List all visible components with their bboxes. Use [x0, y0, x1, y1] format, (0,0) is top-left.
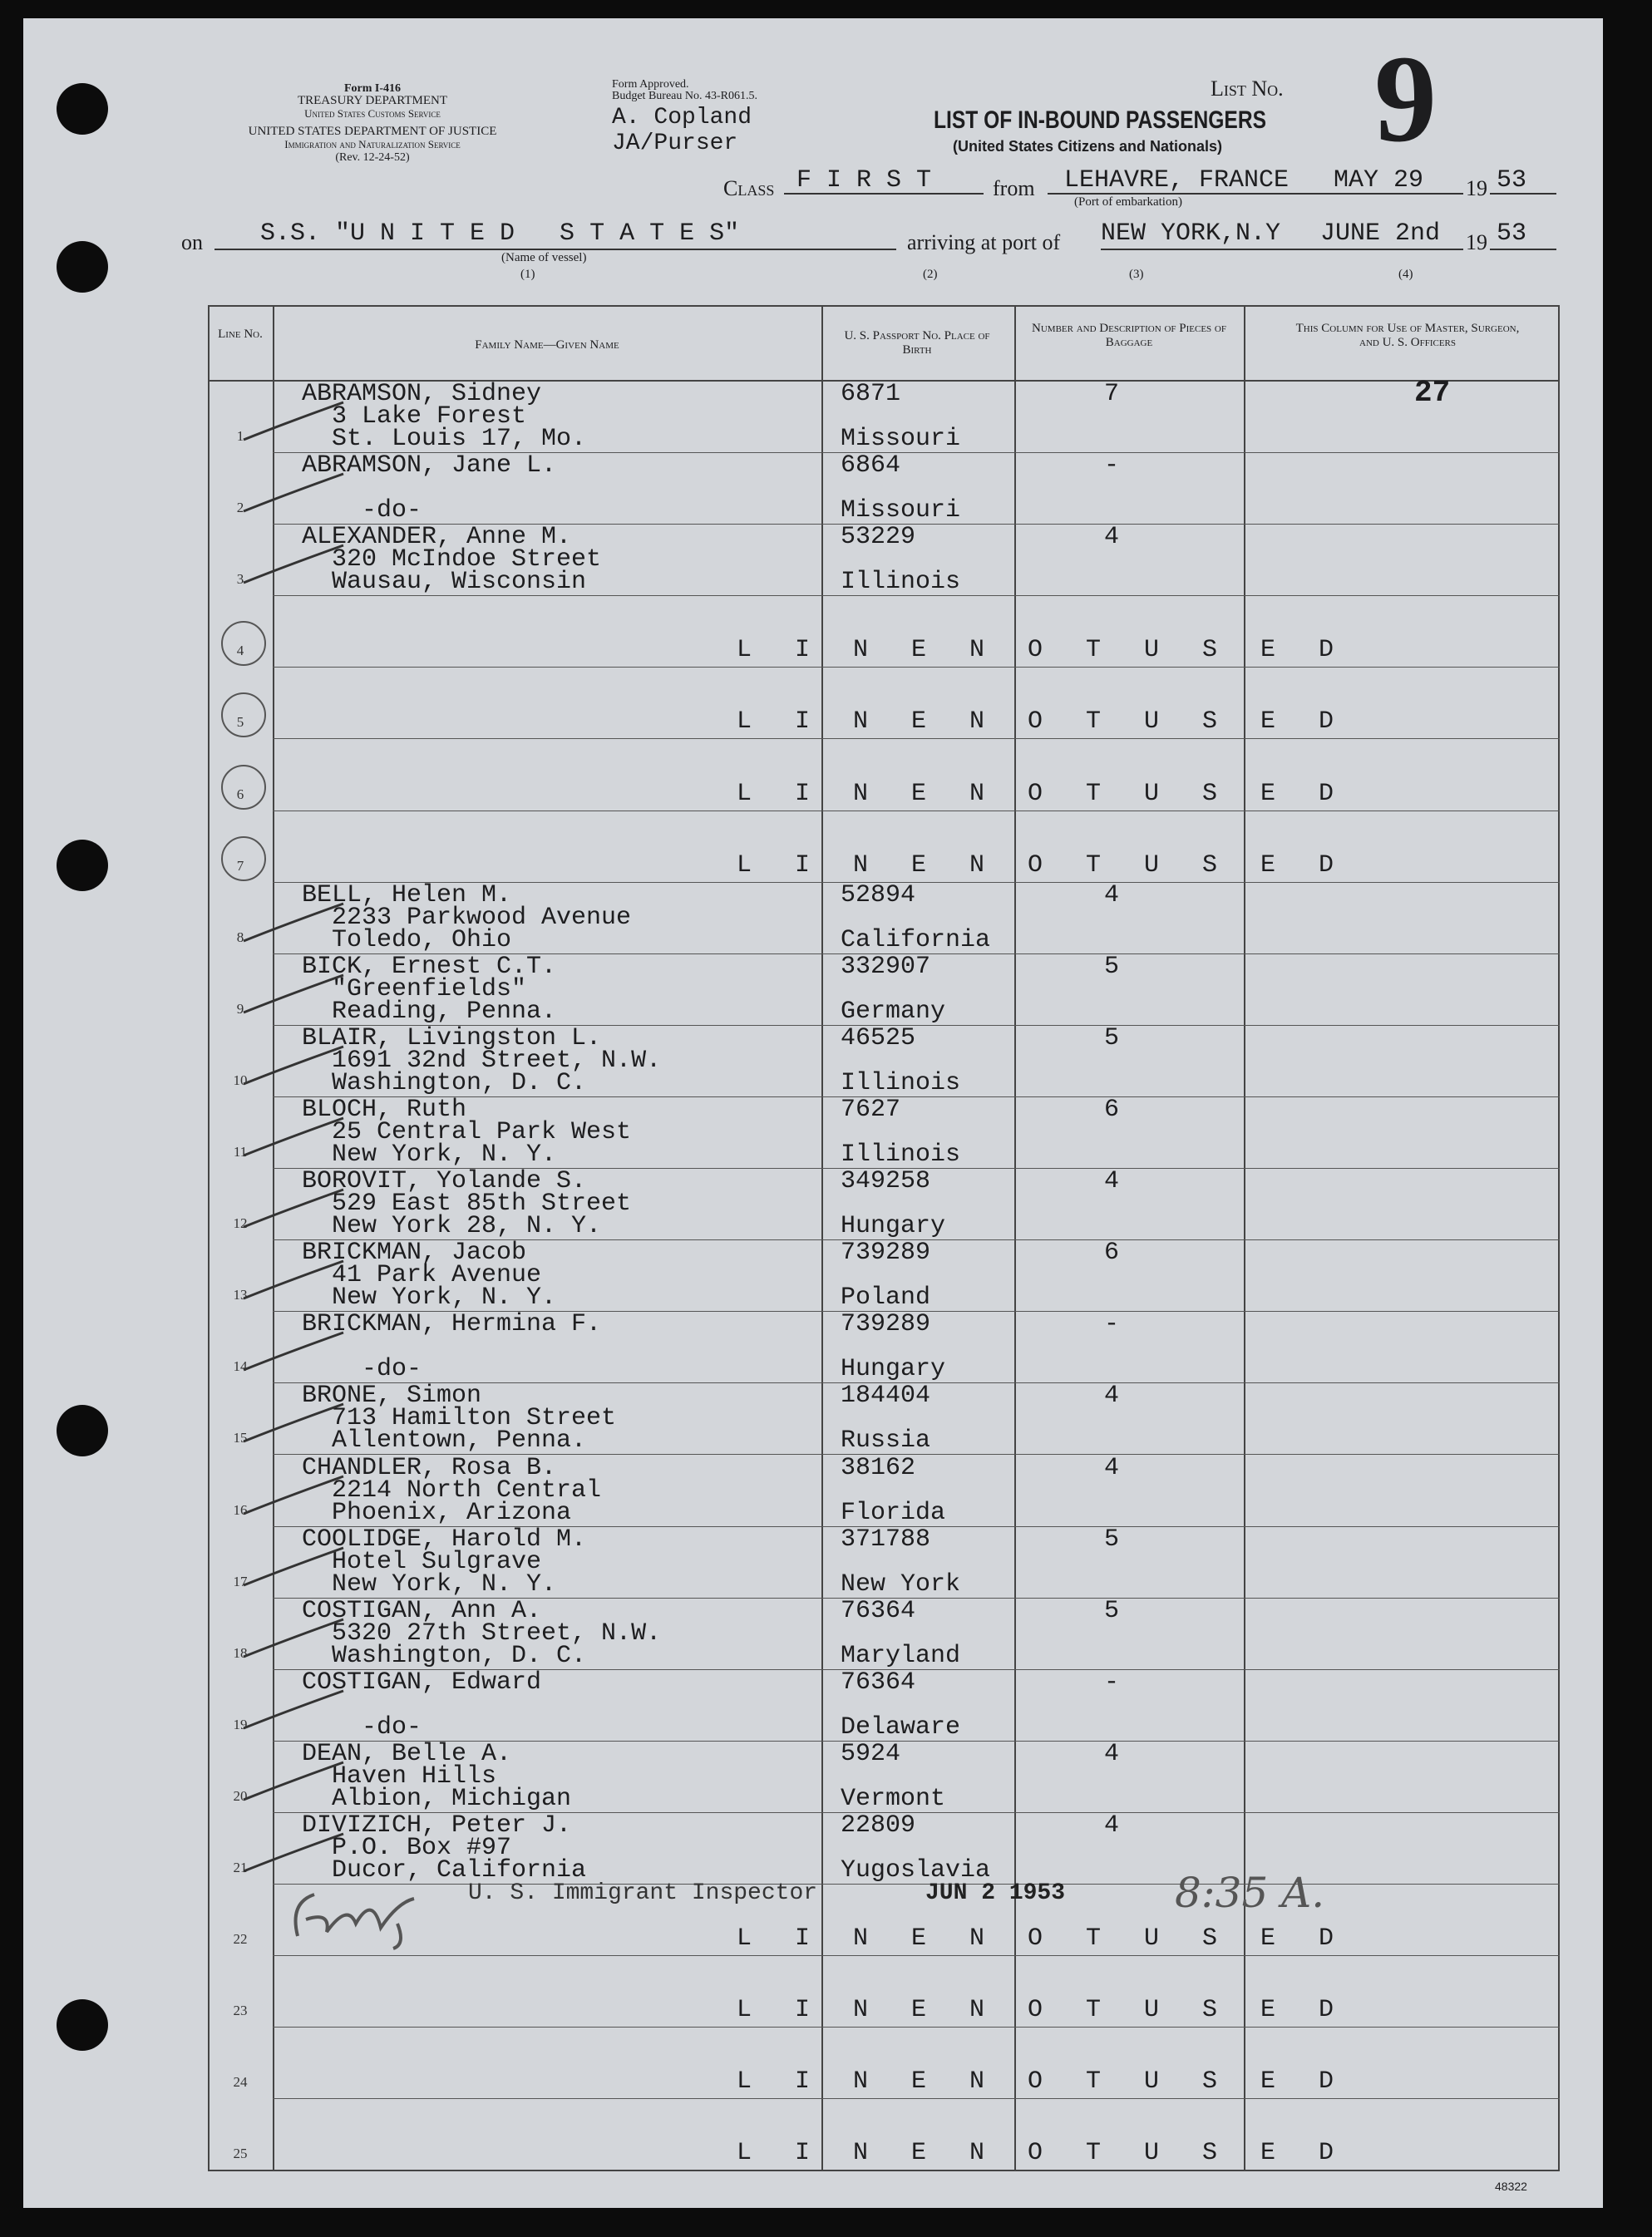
line-number: 18 — [233, 1644, 248, 1661]
passenger-name-address: BLOCH, Ruth 25 Central Park West New York, N. Y. — [302, 1096, 632, 1169]
manifest-sheet — [23, 18, 1603, 2208]
baggage-count: 5 — [1104, 1525, 1120, 1554]
check-mark — [235, 1472, 352, 1522]
col1-number: (1) — [520, 268, 535, 281]
passenger-name-address: CHANDLER, Rosa B. 2214 North Central Phoenix, Arizona — [302, 1453, 602, 1527]
table-row — [23, 382, 1603, 453]
line-number: 15 — [233, 1430, 248, 1446]
stamp-time: 8:35 A. — [1175, 1869, 1325, 1917]
check-mark — [235, 398, 352, 448]
passenger-name-address: BELL, Helen M. 2233 Parkwood Avenue Toledo, Ohio — [302, 880, 632, 954]
baggage-count: 4 — [1104, 1453, 1120, 1482]
check-mark — [235, 899, 352, 949]
place-of-birth: Vermont — [841, 1784, 946, 1813]
line-number: 2 — [236, 500, 244, 516]
line-not-used: L I N E N O T U S E D — [737, 779, 1349, 808]
line-not-used: L I N E N O T U S E D — [737, 2139, 1349, 2168]
place-of-birth: Maryland — [841, 1641, 961, 1670]
arrival-port: NEW YORK,N.Y — [1101, 219, 1281, 248]
line-not-used: L I N E N O T U S E D — [737, 1996, 1349, 2025]
line-number: 10 — [233, 1072, 248, 1088]
passenger-name-address: BOROVIT, Yolande S. 529 East 85th Street New York 28, N. Y. — [302, 1167, 632, 1241]
baggage-count: 5 — [1104, 1596, 1120, 1625]
table-row — [23, 1670, 1603, 1742]
passport-number: 52894 — [841, 880, 916, 909]
place-of-birth: Missouri — [841, 496, 961, 525]
col-header-name: Family Name—Given Name — [475, 338, 619, 352]
passenger-name-address: BRICKMAN, Jacob 41 Park Avenue New York, N. Y. — [302, 1239, 557, 1313]
passenger-name-address: DIVIZICH, Peter J. P.O. Box #97 Ducor, California — [302, 1811, 587, 1885]
place-of-birth: Germany — [841, 997, 946, 1026]
dept-justice-sub: Immigration and Naturalization Service — [284, 138, 461, 150]
list-no-label: List No. — [1211, 76, 1284, 101]
passport-number: 38162 — [841, 1453, 916, 1482]
passenger-name-address: ABRAMSON, Sidney 3 Lake Forest St. Louis 17, Mo. — [302, 380, 587, 453]
baggage-count: 6 — [1104, 1239, 1120, 1268]
line-number: 23 — [233, 2003, 248, 2019]
arriving-label: arriving at port of — [907, 230, 1061, 254]
line-number: 14 — [233, 1358, 248, 1375]
dept-justice: UNITED STATES DEPARTMENT OF JUSTICE — [248, 125, 497, 138]
baggage-count: 4 — [1104, 523, 1120, 552]
line-number: 13 — [233, 1287, 248, 1303]
line-number: 17 — [233, 1573, 248, 1589]
table-row — [23, 1813, 1603, 1885]
passport-number: 53229 — [841, 523, 916, 552]
place-of-birth: Poland — [841, 1284, 931, 1313]
check-mark — [235, 1257, 352, 1307]
passenger-name-address: COSTIGAN, Ann A. 5320 27th Street, N.W. Washington, D. C. — [302, 1596, 662, 1670]
budget-bureau: Budget Bureau No. 43-R061.5. — [612, 90, 757, 102]
punch-hole — [57, 241, 108, 293]
baggage-count: 4 — [1104, 880, 1120, 909]
line-number: 24 — [233, 2074, 248, 2091]
table-row — [23, 740, 1603, 811]
line-number: 4 — [236, 643, 244, 659]
place-of-birth: Delaware — [841, 1712, 961, 1742]
inspector-stamp: U. S. Immigrant Inspector — [468, 1880, 818, 1906]
embark-port: LEHAVRE, FRANCE — [1064, 166, 1290, 195]
place-of-birth: Missouri — [841, 425, 961, 453]
revision: (Rev. 12-24-52) — [335, 151, 410, 164]
arrival-date: JUNE 2nd — [1320, 219, 1441, 248]
place-of-birth: New York — [841, 1569, 961, 1599]
line-number: 16 — [233, 1501, 248, 1518]
baggage-count: - — [1104, 451, 1120, 480]
passenger-name-address: BRONE, Simon 713 Hamilton Street Allentown, Penna. — [302, 1382, 617, 1456]
dept-treasury-sub: United States Customs Service — [304, 107, 441, 120]
arrival-year-prefix: 19 — [1466, 230, 1487, 254]
table-row — [23, 1312, 1603, 1383]
line-number: 7 — [236, 857, 244, 874]
inspector-signature — [281, 1886, 447, 1963]
table-row — [23, 1453, 1603, 1527]
circle-mark — [221, 692, 266, 737]
class-label: Class — [723, 176, 775, 200]
punch-hole — [57, 840, 108, 891]
line-number: 11 — [233, 1144, 248, 1160]
check-mark — [235, 1544, 352, 1594]
circle-mark — [221, 836, 266, 881]
check-mark — [235, 1687, 352, 1737]
vessel-caption: (Name of vessel) — [501, 251, 587, 264]
baggage-count: 4 — [1104, 1739, 1120, 1768]
baggage-count: - — [1104, 1668, 1120, 1697]
passport-number: 7627 — [841, 1096, 901, 1124]
passenger-name-address: BICK, Ernest C.T. "Greenfields" Reading, Penna. — [302, 952, 557, 1026]
line-not-used: L I N E N O T U S E D — [737, 1924, 1349, 1954]
place-of-birth: Illinois — [841, 1068, 961, 1097]
baggage-count: 5 — [1104, 952, 1120, 981]
baggage-count: 5 — [1104, 1023, 1120, 1052]
line-number: 8 — [236, 929, 244, 945]
col-header-baggage: Number and Description of Pieces of Baggage — [1032, 322, 1226, 349]
passenger-name-address: COOLIDGE, Harold M. Hotel Sulgrave New York, N. Y. — [302, 1525, 587, 1599]
baggage-count: 4 — [1104, 1382, 1120, 1411]
col4-number: (4) — [1398, 268, 1413, 281]
table-row — [23, 1527, 1603, 1599]
passenger-name-address: BRICKMAN, Hermina F. -do- — [302, 1310, 602, 1384]
line-not-used: L I N E N O T U S E D — [737, 707, 1349, 737]
dept-treasury: TREASURY DEPARTMENT — [297, 94, 448, 107]
line-not-used: L I N E N O T U S E D — [737, 2067, 1349, 2097]
depart-date: MAY 29 — [1334, 166, 1424, 195]
table-row — [23, 668, 1603, 739]
place-of-birth: Hungary — [841, 1355, 946, 1384]
col-header-passport: U. S. Passport No. Place of Birth — [844, 329, 990, 357]
line-number: 5 — [236, 714, 244, 731]
passport-number: 5924 — [841, 1739, 901, 1768]
col-header-line: Line No. — [218, 328, 263, 341]
line-number: 21 — [233, 1860, 248, 1875]
depart-year-prefix: 19 — [1466, 176, 1487, 200]
table-row — [23, 525, 1603, 596]
punch-hole — [57, 1405, 108, 1456]
line-number: 6 — [236, 786, 244, 802]
passenger-name-address: ALEXANDER, Anne M. 320 McIndoe Street Wausau, Wisconsin — [302, 523, 602, 597]
line-number: 25 — [233, 2146, 248, 2162]
place-of-birth: Russia — [841, 1426, 931, 1456]
passenger-name-address: DEAN, Belle A. Haven Hills Albion, Michigan — [302, 1739, 572, 1813]
table-row — [23, 1097, 1603, 1169]
line-number: 1 — [236, 428, 244, 444]
line-number: 22 — [233, 1931, 248, 1948]
form-approved: Form Approved. — [612, 78, 689, 91]
passport-number: 22809 — [841, 1811, 916, 1840]
table-row — [23, 1739, 1603, 1813]
class-value: F I R S T — [796, 166, 932, 195]
table-row — [23, 1023, 1603, 1097]
punch-hole — [57, 83, 108, 135]
check-mark — [235, 470, 352, 520]
check-mark — [235, 971, 352, 1021]
table-row — [23, 1169, 1603, 1240]
table-row — [23, 1383, 1603, 1455]
table-row — [23, 453, 1603, 525]
line-number: 20 — [233, 1787, 248, 1804]
passport-number: 371788 — [841, 1525, 931, 1554]
passenger-name-address: BLAIR, Livingston L. 1691 32nd Street, N.W. Washington, D. C. — [302, 1023, 662, 1097]
line-not-used: L I N E N O T U S E D — [737, 636, 1349, 665]
passport-number: 6871 — [841, 380, 901, 408]
place-of-birth: Hungary — [841, 1212, 946, 1241]
col2-number: (2) — [923, 268, 938, 281]
stamp-date: JUN 2 1953 — [925, 1880, 1066, 1906]
passenger-name-address: ABRAMSON, Jane L. -do- — [302, 451, 557, 525]
table-row — [23, 1596, 1603, 1670]
from-label: from — [993, 176, 1035, 200]
list-number: 9 — [1374, 30, 1437, 168]
embark-caption: (Port of embarkation) — [1074, 195, 1182, 209]
filer-name: A. Copland — [612, 105, 752, 131]
filer-title: JA/Purser — [612, 131, 738, 156]
table-row — [23, 954, 1603, 1026]
baggage-count: 6 — [1104, 1096, 1120, 1124]
check-mark — [235, 1400, 352, 1450]
check-mark — [235, 1758, 352, 1808]
table-row — [23, 1956, 1603, 2028]
place-of-birth: Illinois — [841, 568, 961, 597]
check-mark — [235, 1615, 352, 1665]
check-mark — [235, 1185, 352, 1235]
form-subtitle: (United States Citizens and Nationals) — [953, 138, 1223, 155]
line-not-used: L I N E N O T U S E D — [737, 850, 1349, 880]
baggage-count: - — [1104, 1310, 1120, 1339]
officer-count: 27 — [1414, 376, 1451, 410]
circle-mark — [221, 621, 266, 666]
col-header-officers: This Column for Use of Master, Surgeon, and U. S. Officers — [1295, 322, 1520, 349]
table-row — [23, 811, 1603, 883]
on-label: on — [181, 230, 203, 254]
arrival-year: 53 — [1497, 219, 1527, 248]
passport-number: 739289 — [841, 1310, 931, 1339]
check-mark — [235, 1328, 352, 1378]
form-number: Form I-416 — [343, 82, 402, 95]
passport-number: 739289 — [841, 1239, 931, 1268]
line-number: 12 — [233, 1215, 248, 1232]
baggage-count: 4 — [1104, 1811, 1120, 1840]
vessel-name: S.S. "U N I T E D S T A T E S" — [260, 219, 740, 248]
form-title: LIST OF IN-BOUND PASSENGERS — [934, 106, 1267, 134]
punch-hole — [57, 1999, 108, 2051]
depart-year: 53 — [1497, 166, 1527, 195]
passport-number: 76364 — [841, 1668, 916, 1697]
footer-code: 48322 — [1495, 2180, 1527, 2193]
table-row — [23, 1240, 1603, 1312]
line-number: 9 — [236, 1000, 244, 1017]
table-row — [23, 880, 1603, 954]
check-mark — [235, 541, 352, 591]
check-mark — [235, 1042, 352, 1092]
table-row — [23, 2099, 1603, 2170]
place-of-birth: California — [841, 925, 991, 954]
table-row — [23, 2028, 1603, 2099]
baggage-count: 4 — [1104, 1167, 1120, 1196]
place-of-birth: Illinois — [841, 1141, 961, 1169]
line-number: 19 — [233, 1716, 248, 1732]
baggage-count: 7 — [1104, 380, 1120, 408]
passport-number: 349258 — [841, 1167, 931, 1196]
check-mark — [235, 1114, 352, 1164]
passport-number: 332907 — [841, 952, 931, 981]
circle-mark — [221, 765, 266, 810]
passport-number: 46525 — [841, 1023, 916, 1052]
passenger-name-address: COSTIGAN, Edward -do- — [302, 1668, 542, 1742]
passport-number: 184404 — [841, 1382, 931, 1411]
place-of-birth: Florida — [841, 1498, 946, 1527]
line-number: 3 — [236, 571, 244, 588]
check-mark — [235, 1830, 352, 1880]
passport-number: 6864 — [841, 451, 901, 480]
col3-number: (3) — [1129, 268, 1144, 281]
table-row — [23, 596, 1603, 668]
passport-number: 76364 — [841, 1596, 916, 1625]
place-of-birth: Yugoslavia — [841, 1856, 991, 1885]
